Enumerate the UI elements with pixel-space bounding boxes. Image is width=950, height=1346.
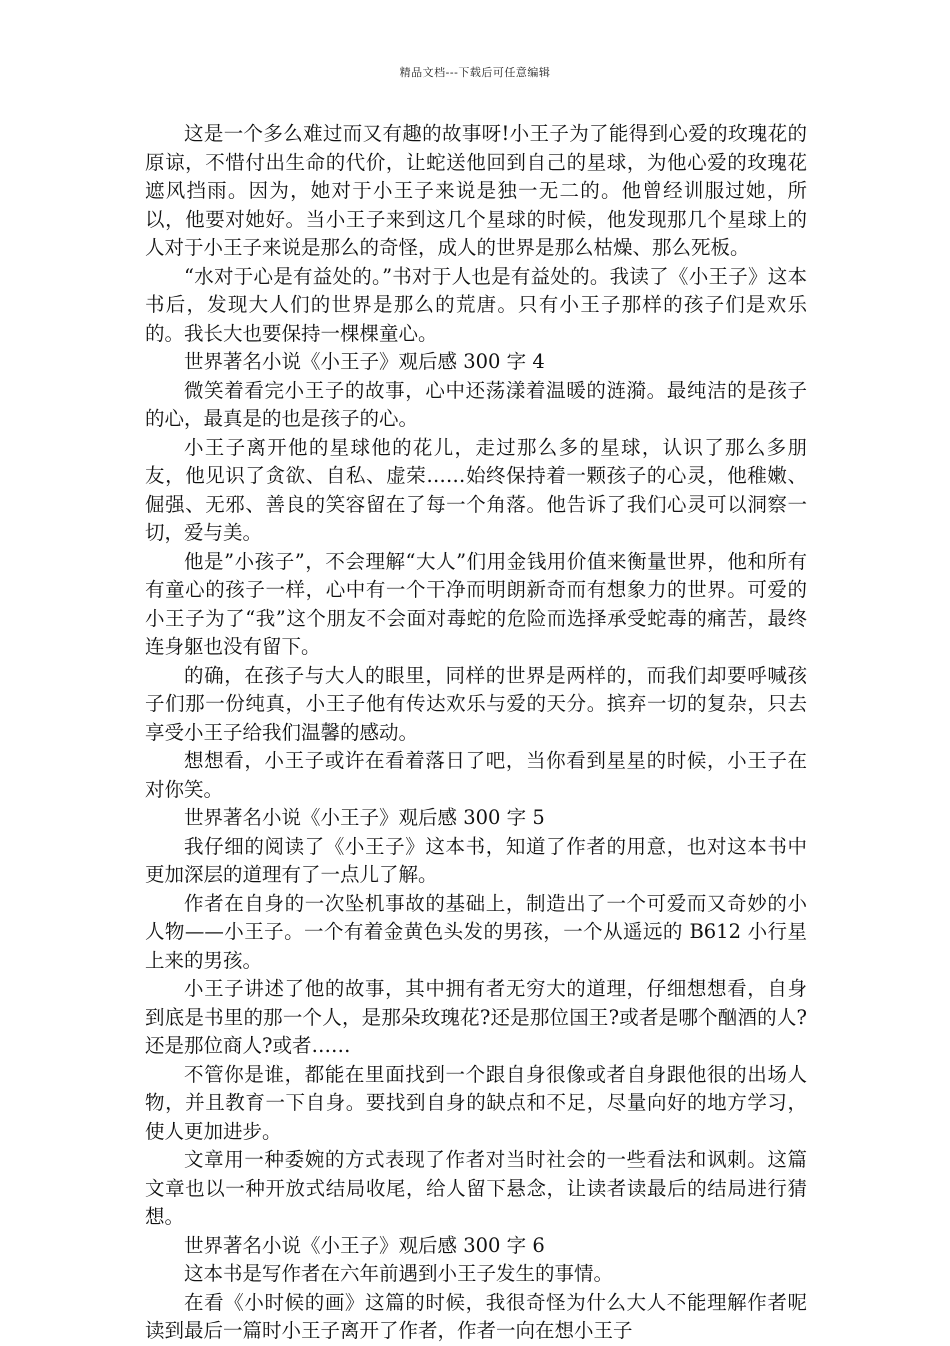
paragraph: 这本书是写作者在六年前遇到小王子发生的事情。 — [184, 1262, 614, 1285]
paragraph: 想想看，小王子或许在看着落日了吧，当你看到星星的时候，小王子在对你笑。 — [145, 749, 807, 801]
paragraph: 小王子讲述了他的故事，其中拥有者无穷大的道理，仔细想想看，自身到底是书里的那一个人，是那朵玫瑰花?还是那位国王?或者是哪个酗酒的人?还是那位商人?或者…… — [145, 977, 807, 1057]
document-body — [145, 120, 807, 1346]
paragraph: 文章用一种委婉的方式表现了作者对当时社会的一些看法和讽刺。这篇文章也以一种开放式结局收尾，给人留下悬念，让读者读最后的结局进行猜想。 — [145, 1148, 807, 1228]
paragraph: 作者在自身的一次坠机事故的基础上，制造出了一个可爱而又奇妙的小人物——小王子。一个有着金黄色头发的男孩，一个从遥远的 B612 小行星上来的男孩。 — [145, 891, 807, 972]
paragraph: 他是”小孩子”，不会理解“大人”们用金钱用价值来衡量世界，他和所有有童心的孩子一样，心中有一个干净而明朗新奇而有想象力的世界。可爱的小王子为了“我”这个朋友不会面对毒蛇的危险而选择承受蛇毒的痛苦，最终连身躯也没有留下。 — [145, 549, 807, 658]
section-heading: 世界著名小说《小王子》观后感 300 字 5 — [184, 806, 545, 829]
paragraph: 微笑着看完小王子的故事，心中还荡漾着温暖的涟漪。最纯洁的是孩子的心，最真是的也是孩子的心。 — [145, 378, 807, 430]
page-header: 精品文档---下载后可任意编辑 — [399, 66, 551, 79]
paragraph: “水对于心是有益处的。”书对于人也是有益处的。我读了《小王子》这本书后，发现大人们的世界是那么的荒唐。只有小王子那样的孩子们是欢乐的。我长大也要保持一棵棵童心。 — [145, 264, 807, 345]
paragraph: 我仔细的阅读了《小王子》这本书，知道了作者的用意，也对这本书中更加深层的道理有了一点儿了解。 — [145, 834, 807, 886]
paragraph: 不管你是谁，都能在里面找到一个跟自身很像或者自身跟他很的出场人物，并且教育一下自身。要找到自身的缺点和不足，尽量向好的地方学习，使人更加进步。 — [145, 1062, 807, 1143]
paragraph: 在看《小时候的画》这篇的时候，我很奇怪为什么大人不能理解作者呢读到最后一篇时小王子离开了作者，作者一向在想小王子 — [145, 1290, 807, 1342]
paragraph: 小王子离开他的星球他的花儿，走过那么多的星球，认识了那么多朋友，他见识了贪欲、自私、虚荣……始终保持着一颗孩子的心灵，他稚嫩、倔强、无邪、善良的笑容留在了每一个角落。他告诉了我们心灵可以洞察一切，爱与美。 — [145, 435, 807, 544]
paragraph: 这是一个多么难过而又有趣的故事呀!小王子为了能得到心爱的玫瑰花的原谅，不惜付出生命的代价，让蛇送他回到自己的星球，为他心爱的玫瑰花遮风挡雨。因为，她对于小王子来说是独一无二的。他曾经训服过她，所以，他要对她好。当小王子来到这几个星球的时候，他发现那几个星球上的人对于小王子来说是那么的奇怪，成人的世界是那么枯燥、那么死板。 — [145, 122, 807, 259]
paragraph: 的确，在孩子与大人的眼里，同样的世界是两样的，而我们却要呼喊孩子们那一份纯真，小王子他有传达欢乐与爱的天分。摈弃一切的复杂，只去享受小王子给我们温馨的感动。 — [145, 663, 807, 744]
section-heading: 世界著名小说《小王子》观后感 300 字 4 — [184, 350, 545, 373]
section-heading: 世界著名小说《小王子》观后感 300 字 6 — [184, 1233, 545, 1257]
